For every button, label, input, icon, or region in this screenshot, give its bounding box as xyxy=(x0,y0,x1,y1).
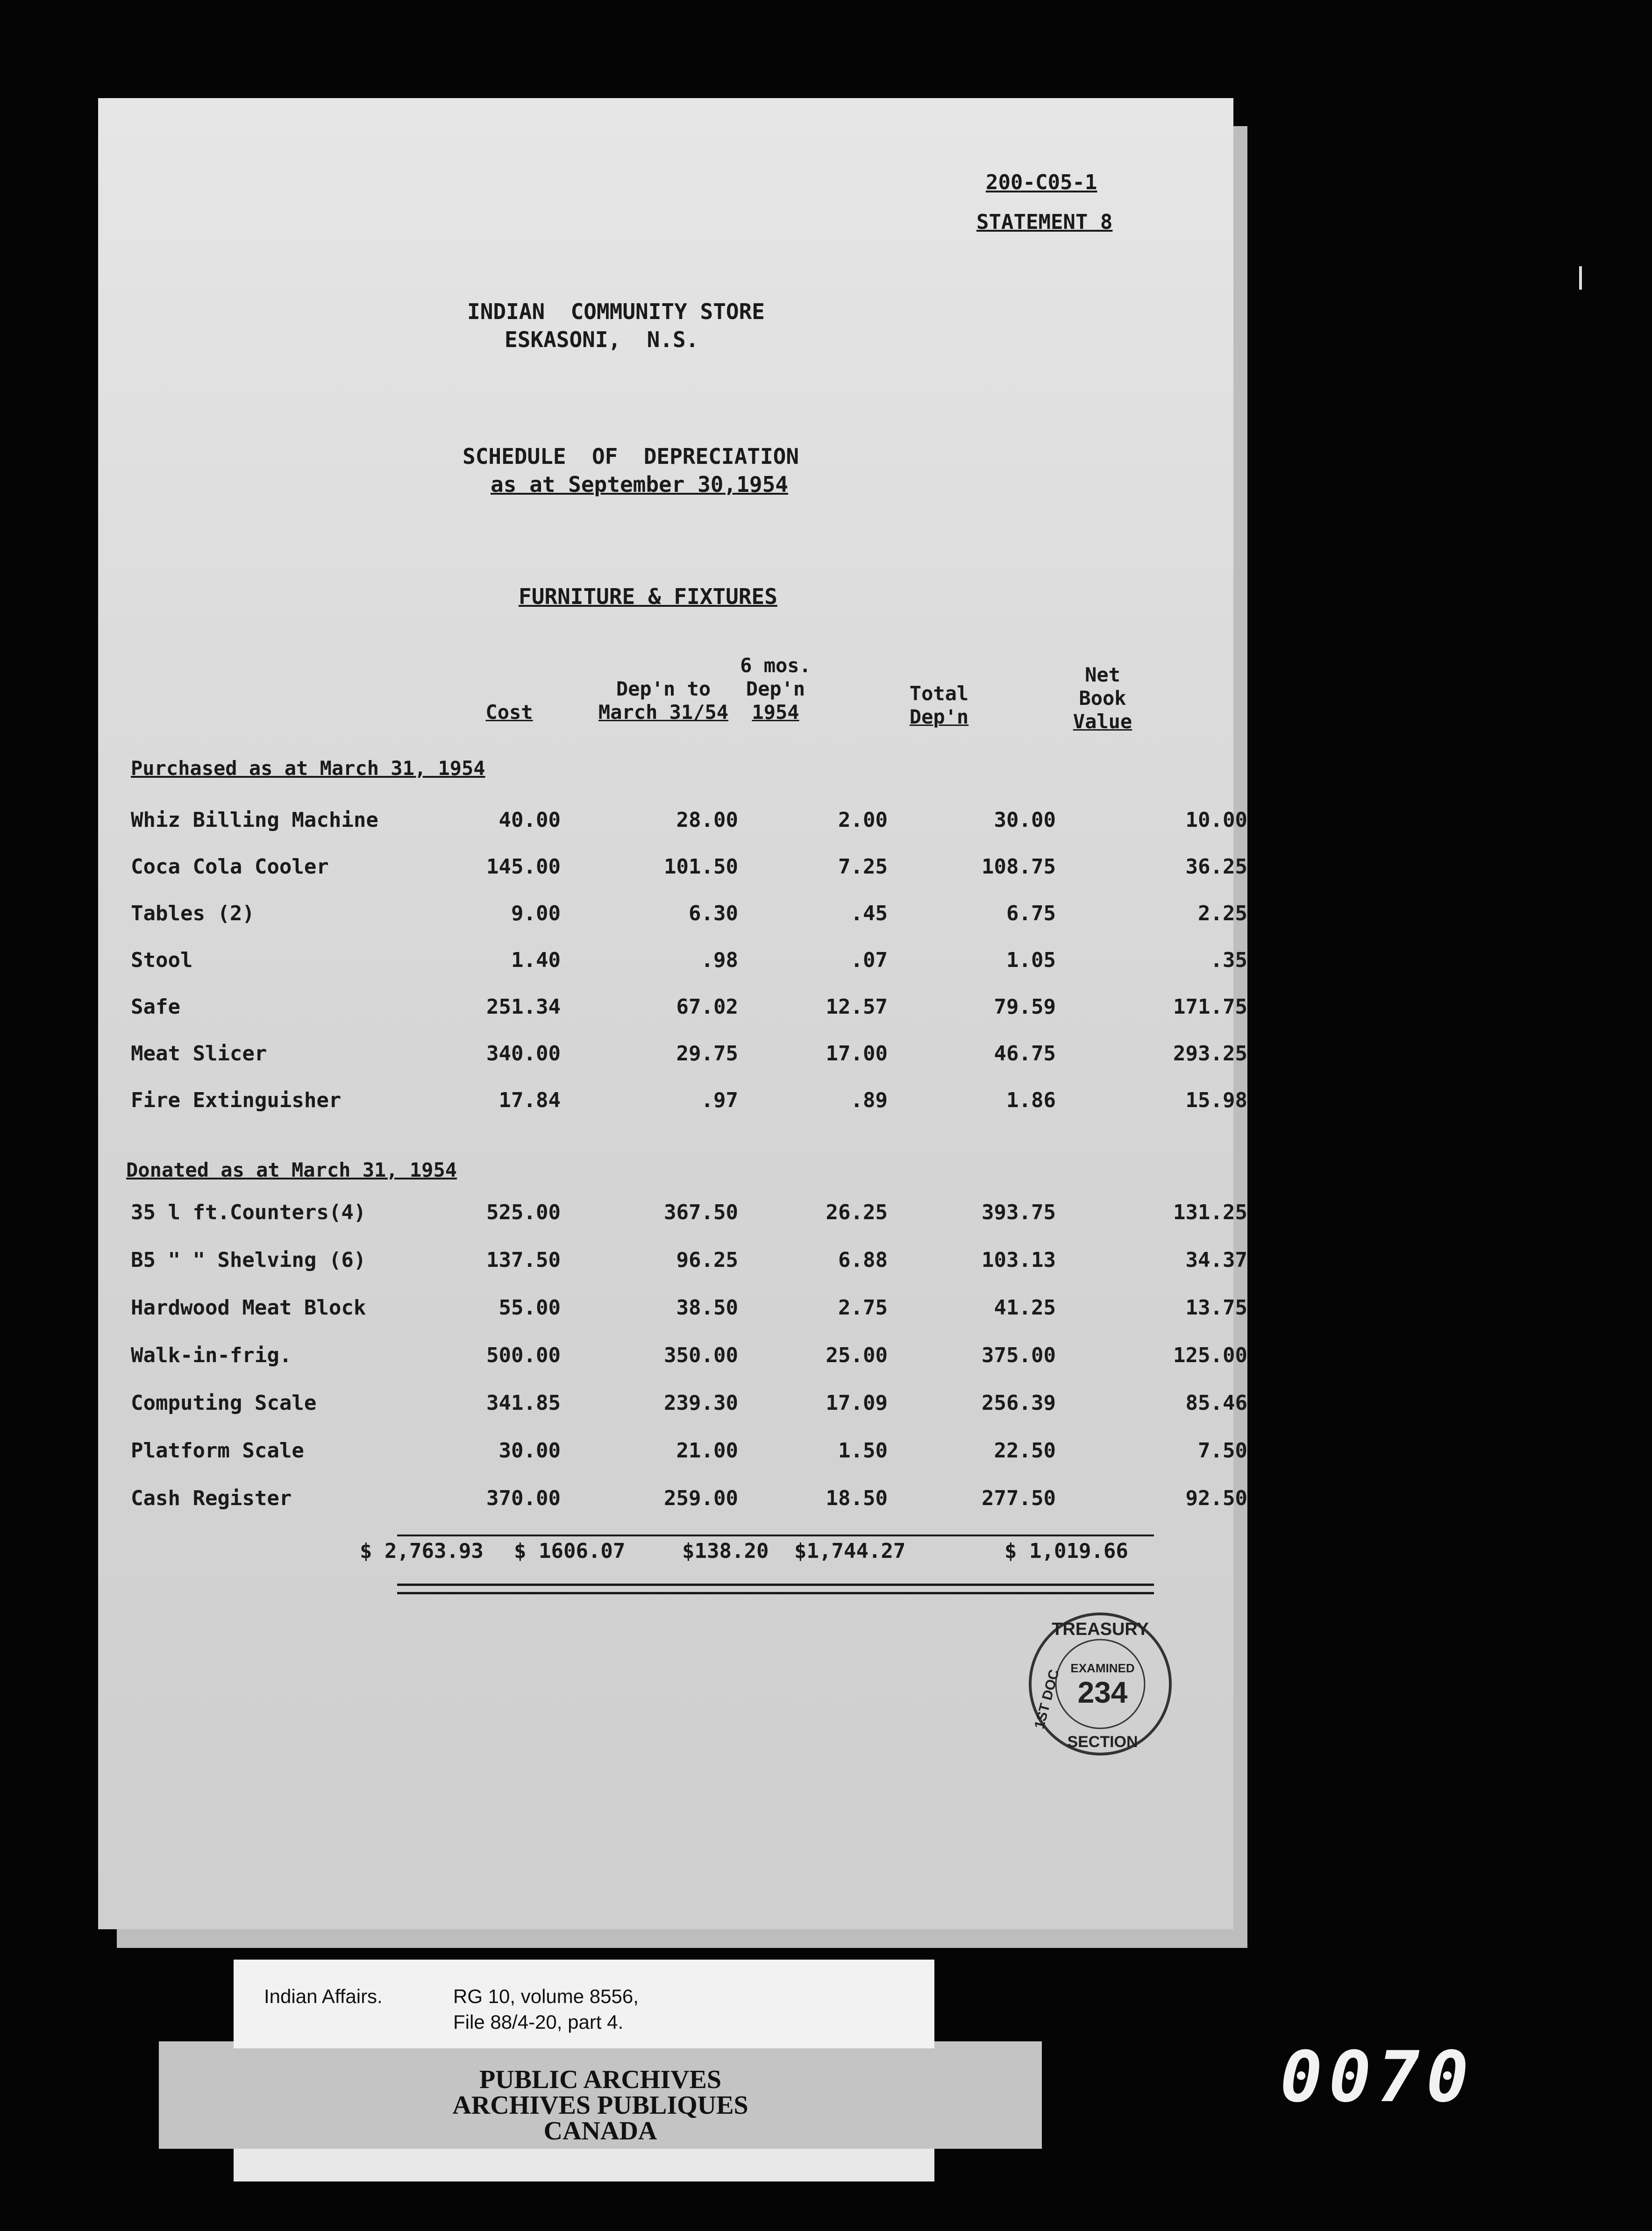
archives-english: PUBLIC ARCHIVES xyxy=(479,2065,722,2094)
film-mark xyxy=(1579,266,1582,290)
table-row xyxy=(131,1088,1252,1126)
cost-cell: 40.00 xyxy=(498,808,561,832)
item-name: B5 " " Shelving (6) xyxy=(131,1248,366,1272)
total-dep-cell: 393.75 xyxy=(982,1201,1056,1224)
col-six-months: 6 mos. Dep'n 1954 xyxy=(740,654,811,724)
item-name: Platform Scale xyxy=(131,1439,304,1463)
statement-label: STATEMENT 8 xyxy=(976,210,1113,234)
col-dep-to: Dep'n to March 31/54 xyxy=(598,677,729,724)
stamp-top-text: TREASURY xyxy=(1052,1620,1149,1639)
net-book-value-cell: 36.25 xyxy=(1185,855,1247,879)
item-name: Walk-in-frig. xyxy=(131,1343,292,1367)
item-name: Coca Cola Cooler xyxy=(131,855,329,879)
cost-cell: 500.00 xyxy=(486,1343,561,1367)
store-name: INDIAN COMMUNITY STORE xyxy=(467,299,765,324)
label-department: Indian Affairs. xyxy=(264,1985,383,2007)
cost-cell: 525.00 xyxy=(486,1201,561,1224)
treasury-stamp xyxy=(1023,1607,1177,1761)
six-months-cell: 26.25 xyxy=(826,1201,888,1224)
col-cost: Cost xyxy=(485,701,533,724)
archive-reference-label xyxy=(234,1960,934,2048)
net-book-value-cell: 2.25 xyxy=(1198,902,1247,925)
cost-cell: 55.00 xyxy=(498,1296,561,1320)
section-purchased-title: Purchased as at March 31, 1954 xyxy=(131,757,485,780)
item-name: Hardwood Meat Block xyxy=(131,1296,366,1320)
table-row xyxy=(131,1486,1252,1524)
category-title: FURNITURE & FIXTURES xyxy=(519,584,777,609)
six-months-cell: 2.00 xyxy=(838,808,888,832)
cost-cell: 145.00 xyxy=(486,855,561,879)
net-book-value-cell: 13.75 xyxy=(1185,1296,1247,1320)
table-row xyxy=(131,1248,1252,1286)
six-months-cell: 18.50 xyxy=(826,1486,888,1510)
cost-cell: 341.85 xyxy=(486,1391,561,1415)
subtotal-rule xyxy=(397,1535,1154,1536)
col-total-dep: Total Dep'n xyxy=(909,682,969,728)
double-rule-top xyxy=(397,1584,1154,1586)
item-name: Safe xyxy=(131,995,180,1019)
six-months-cell: 6.88 xyxy=(838,1248,888,1272)
total-six-months: $138.20 xyxy=(682,1539,769,1563)
total-dep-cell: 30.00 xyxy=(994,808,1056,832)
file-reference: 200-C05-1 xyxy=(986,171,1097,194)
table-row xyxy=(131,1439,1252,1476)
dep-to-cell: 259.00 xyxy=(664,1486,738,1510)
total-dep-cell: 1.86 xyxy=(1006,1088,1056,1112)
net-book-value-cell: 293.25 xyxy=(1173,1042,1247,1066)
stamp-number: 234 xyxy=(1077,1676,1128,1709)
table-row xyxy=(131,1296,1252,1333)
item-name: Tables (2) xyxy=(131,902,255,925)
double-rule-bottom xyxy=(397,1592,1154,1594)
archives-french: ARCHIVES PUBLIQUES xyxy=(452,2091,748,2120)
stamp-examined-text: EXAMINED xyxy=(1070,1661,1135,1675)
total-dep-cell: 103.13 xyxy=(982,1248,1056,1272)
dep-to-cell: .98 xyxy=(701,948,738,972)
dep-to-cell: 21.00 xyxy=(676,1439,738,1463)
film-frame-number: 0070 xyxy=(1280,2037,1475,2118)
document-page xyxy=(98,98,1247,1929)
cost-cell: 1.40 xyxy=(511,948,561,972)
total-dep-cell: 256.39 xyxy=(982,1391,1056,1415)
dep-to-cell: 367.50 xyxy=(664,1201,738,1224)
net-book-value-cell: 10.00 xyxy=(1185,808,1247,832)
total-dep-cell: 6.75 xyxy=(1006,902,1056,925)
total-dep-to: $ 1606.07 xyxy=(514,1539,626,1563)
dep-to-cell: .97 xyxy=(701,1088,738,1112)
dep-to-cell: 96.25 xyxy=(676,1248,738,1272)
six-months-cell: .89 xyxy=(850,1088,888,1112)
total-dep-cell: 22.50 xyxy=(994,1439,1056,1463)
dep-to-cell: 29.75 xyxy=(676,1042,738,1066)
total-net-book-value: $ 1,019.66 xyxy=(1004,1539,1128,1563)
schedule-date: as at September 30,1954 xyxy=(491,472,788,497)
cost-cell: 137.50 xyxy=(486,1248,561,1272)
stamp-bottom-text: SECTION xyxy=(1067,1733,1138,1751)
table-row xyxy=(131,1201,1252,1238)
six-months-cell: 7.25 xyxy=(838,855,888,879)
dep-to-cell: 67.02 xyxy=(676,995,738,1019)
net-book-value-cell: 34.37 xyxy=(1185,1248,1247,1272)
item-name: Cash Register xyxy=(131,1486,292,1510)
net-book-value-cell: 125.00 xyxy=(1173,1343,1247,1367)
cost-cell: 9.00 xyxy=(511,902,561,925)
store-location: ESKASONI, N.S. xyxy=(505,327,699,352)
net-book-value-cell: .35 xyxy=(1210,948,1247,972)
dep-to-cell: 6.30 xyxy=(689,902,738,925)
cost-cell: 30.00 xyxy=(498,1439,561,1463)
dep-to-cell: 350.00 xyxy=(664,1343,738,1367)
item-name: Computing Scale xyxy=(131,1391,317,1415)
six-months-cell: 2.75 xyxy=(838,1296,888,1320)
dep-to-cell: 28.00 xyxy=(676,808,738,832)
dep-to-cell: 239.30 xyxy=(664,1391,738,1415)
col-net-book-value: Net Book Value xyxy=(1073,663,1132,733)
table-row xyxy=(131,902,1252,939)
label-strip xyxy=(234,2149,934,2181)
six-months-cell: .07 xyxy=(850,948,888,972)
dep-to-cell: 38.50 xyxy=(676,1296,738,1320)
total-dep-cell: 79.59 xyxy=(994,995,1056,1019)
net-book-value-cell: 15.98 xyxy=(1185,1088,1247,1112)
dep-to-cell: 101.50 xyxy=(664,855,738,879)
table-row xyxy=(131,808,1252,846)
cost-cell: 370.00 xyxy=(486,1486,561,1510)
net-book-value-cell: 92.50 xyxy=(1185,1486,1247,1510)
six-months-cell: .45 xyxy=(850,902,888,925)
item-name: 35 l ft.Counters(4) xyxy=(131,1201,366,1224)
six-months-cell: 17.09 xyxy=(826,1391,888,1415)
table-row xyxy=(131,1391,1252,1428)
total-dep-cell: 277.50 xyxy=(982,1486,1056,1510)
cost-cell: 251.34 xyxy=(486,995,561,1019)
archives-country: CANADA xyxy=(543,2117,657,2146)
section-donated-title: Donated as at March 31, 1954 xyxy=(126,1158,457,1181)
item-name: Meat Slicer xyxy=(131,1042,267,1066)
net-book-value-cell: 171.75 xyxy=(1173,995,1247,1019)
table-row xyxy=(131,995,1252,1032)
item-name: Stool xyxy=(131,948,193,972)
total-dep-cell: 375.00 xyxy=(982,1343,1056,1367)
stamp-left-text: 1ST DOC xyxy=(1032,1668,1062,1731)
total-dep-cell: 41.25 xyxy=(994,1296,1056,1320)
cost-cell: 17.84 xyxy=(498,1088,561,1112)
net-book-value-cell: 131.25 xyxy=(1173,1201,1247,1224)
total-dep-cell: 108.75 xyxy=(982,855,1056,879)
table-row xyxy=(131,1042,1252,1079)
schedule-title: SCHEDULE OF DEPRECIATION xyxy=(463,444,799,469)
six-months-cell: 12.57 xyxy=(826,995,888,1019)
item-name: Whiz Billing Machine xyxy=(131,808,378,832)
net-book-value-cell: 85.46 xyxy=(1185,1391,1247,1415)
net-book-value-cell: 7.50 xyxy=(1198,1439,1247,1463)
total-cost: $ 2,763.93 xyxy=(360,1539,484,1563)
archives-card xyxy=(159,2041,1042,2149)
six-months-cell: 25.00 xyxy=(826,1343,888,1367)
cost-cell: 340.00 xyxy=(486,1042,561,1066)
label-file: File 88/4-20, part 4. xyxy=(453,2011,624,2033)
total-dep-cell: 46.75 xyxy=(994,1042,1056,1066)
table-row xyxy=(131,948,1252,986)
table-row xyxy=(131,1343,1252,1381)
total-total-dep: $1,744.27 xyxy=(794,1539,906,1563)
total-dep-cell: 1.05 xyxy=(1006,948,1056,972)
table-row xyxy=(131,855,1252,892)
item-name: Fire Extinguisher xyxy=(131,1088,342,1112)
six-months-cell: 1.50 xyxy=(838,1439,888,1463)
six-months-cell: 17.00 xyxy=(826,1042,888,1066)
label-record-group: RG 10, volume 8556, xyxy=(453,1985,639,2007)
